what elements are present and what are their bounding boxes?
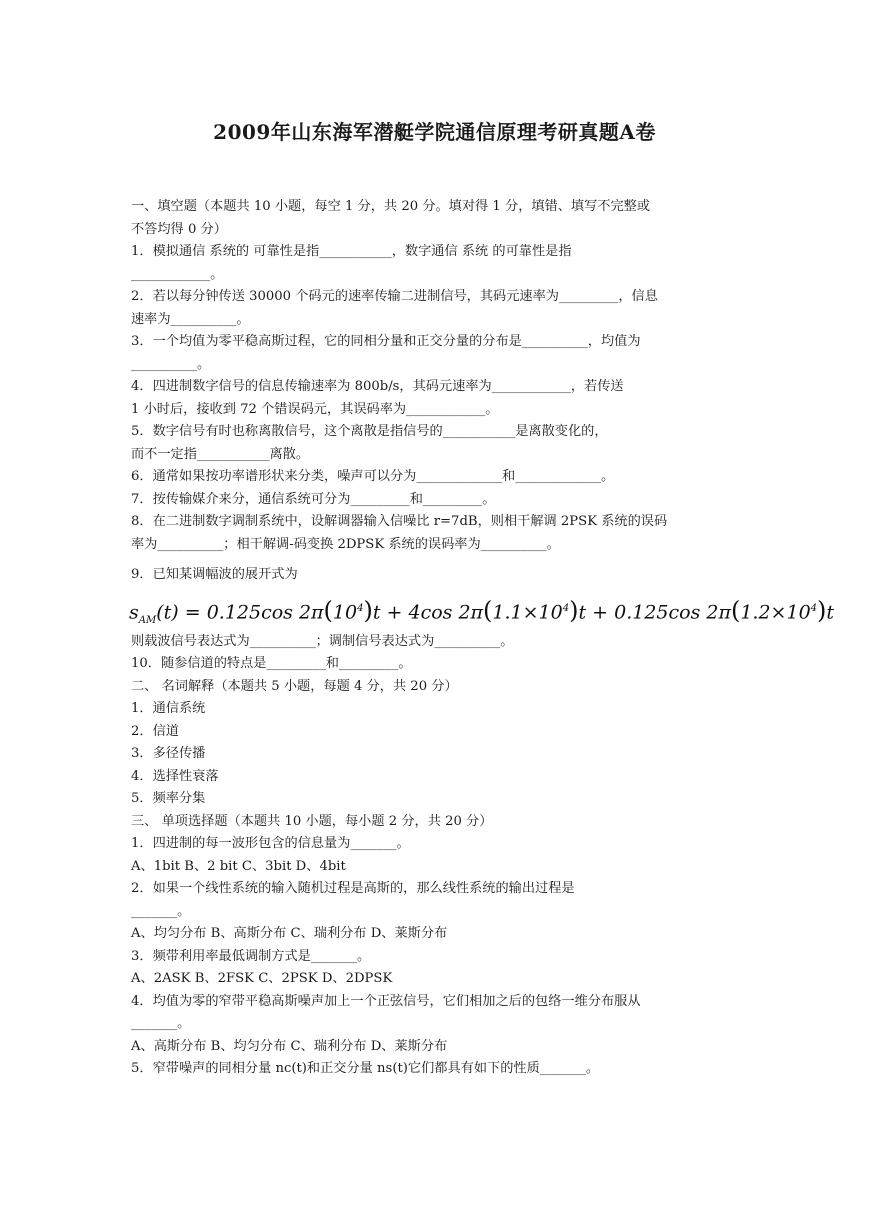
- paragraph-gap: [131, 556, 743, 564]
- text-line: 1．模拟通信 系统的 可靠性是指___________，数字通信 系统 的可靠性是指: [131, 244, 572, 259]
- formula-part: (t) = 0.125cos 2π: [156, 600, 324, 623]
- text-line: 1 小时后，接收到 72 个错误码元，其误码率为____________。: [131, 401, 499, 417]
- text-line: 4．均值为零的窄带平稳高斯噪声加上一个正弦信号，它们相加之后的包络一维分布服从: [131, 993, 641, 1009]
- text-line: 1．四进制的每一波形包含的信息量为_______。: [131, 836, 410, 851]
- section-heading: 二、 名词解释（本题共 5 小题，每题 4 分，共 20 分）: [131, 678, 458, 694]
- text-line: __________。: [131, 356, 211, 372]
- text-line: 则载波信号表达式为__________；调制信号表达式为__________。: [131, 633, 514, 649]
- text-line: 1．通信系统: [131, 701, 206, 716]
- section-fill-in-part-a: [131, 196, 743, 556]
- text-line: 4．选择性衰落: [131, 768, 219, 784]
- formula-paren: (: [483, 595, 493, 624]
- formula-paren: ): [569, 595, 579, 624]
- formula-part: t + 4cos 2π: [372, 600, 484, 623]
- text-line: 3．多径传播: [131, 746, 206, 761]
- text-line: 3．一个均值为零平稳高斯过程，它的同相分量和正交分量的分布是__________，均值为: [131, 334, 641, 349]
- text-line: 5．数字信号有时也称离散信号，这个离散是指信号的___________是离散变化的，: [131, 424, 608, 439]
- text-line: 6．通常如果按功率谱形状来分类，噪声可以分为_____________和_____________。: [131, 469, 615, 484]
- text-line: 而不一定指___________离散。: [131, 446, 310, 462]
- page-title: 2009年山东海军潜艇学院通信原理考研真题A卷: [213, 120, 656, 144]
- formula-paren: ): [817, 595, 827, 624]
- text-line: 2．若以每分钟传送 30000 个码元的速率传输二进制信号，其码元速率为_________，信息: [131, 289, 658, 304]
- text-line: 7．按传输媒介来分，通信系统可分为_________和_________。: [131, 491, 496, 507]
- text-line: 3．频带利用率最低调制方式是_______。: [131, 948, 371, 964]
- formula-term-base: 1.1×10: [492, 600, 563, 623]
- text-line: _______。: [131, 1016, 191, 1031]
- formula-term-base: 1.2×10: [740, 600, 811, 623]
- text-line: _______。: [131, 903, 191, 919]
- text-line: 不答均得 0 分）: [131, 221, 227, 237]
- formula-term-base: 10: [332, 600, 358, 623]
- text-line: A、1bit B、2 bit C、3bit D、4bit: [131, 858, 346, 874]
- formula-paren: (: [323, 595, 333, 624]
- text-line: 一、填空题（本题共 10 小题，每空 1 分，共 20 分。填对得 1 分，填错、填写不完整或: [131, 199, 651, 214]
- formula-paren: (: [730, 595, 741, 624]
- formula-lhs: s: [129, 600, 139, 623]
- section-remaining: [131, 631, 743, 1081]
- text-line: A、2ASK B、2FSK C、2PSK D、2DPSK: [131, 971, 393, 986]
- formula-paren: ): [363, 595, 373, 624]
- text-line: 5．频率分集: [131, 791, 206, 806]
- text-line: A、高斯分布 B、均匀分布 C、瑞利分布 D、莱斯分布: [131, 1038, 448, 1054]
- text-line: 2．如果一个线性系统的输入随机过程是高斯的，那么线性系统的输出过程是: [131, 881, 575, 896]
- formula-term-exponent: 4: [357, 602, 364, 614]
- section-heading: 三、 单项选择题（本题共 10 小题，每小题 2 分，共 20 分）: [131, 813, 493, 829]
- text-line: 10．随参信道的特点是_________和_________。: [131, 656, 412, 671]
- formula-part: t: [826, 600, 835, 623]
- text-line: A、均匀分布 B、高斯分布 C、瑞利分布 D、莱斯分布: [131, 926, 448, 941]
- formula-term-exponent: 4: [810, 602, 818, 614]
- formula-term-exponent: 4: [562, 602, 570, 614]
- question-9-label: 9．已知某调幅波的展开式为: [131, 567, 298, 582]
- text-line: 率为__________；相干解调-码变换 2DPSK 系统的误码率为__________。: [131, 536, 560, 552]
- formula-part: t + 0.125cos 2π: [578, 600, 731, 623]
- formula-subscript: AM: [138, 614, 157, 626]
- text-line: 5．窄带噪声的同相分量 nc(t)和正交分量 ns(t)它们都具有如下的性质_______。: [131, 1061, 600, 1076]
- text-line: ____________。: [131, 266, 224, 282]
- text-line: 8．在二进制数字调制系统中，设解调器输入信噪比 r=7dB，则相干解调 2PSK 系统的误码: [131, 514, 668, 529]
- text-line: 2．信道: [131, 723, 179, 739]
- text-line: 4．四进制数字信号的信息传输速率为 800b/s，其码元速率为____________，若传送: [131, 379, 624, 394]
- text-line: 速率为__________。: [131, 311, 250, 327]
